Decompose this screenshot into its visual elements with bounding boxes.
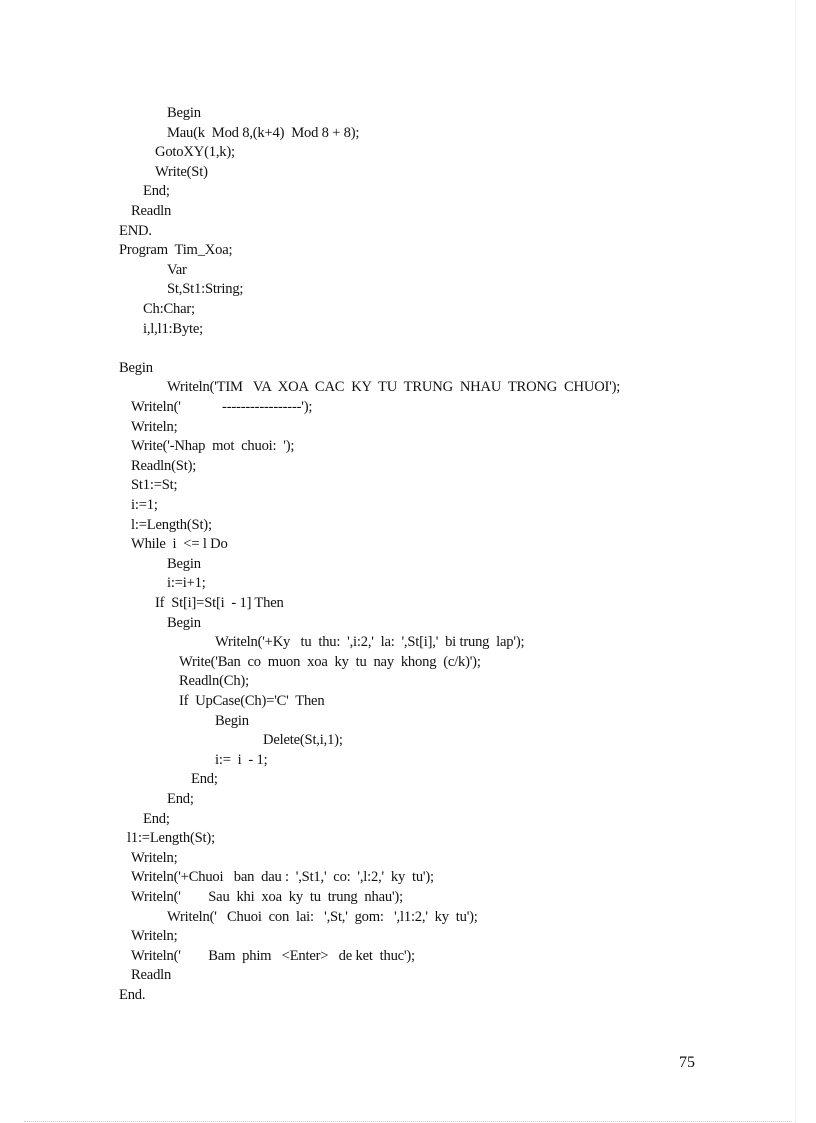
code-line: Writeln(' Sau khi xoa ky tu trung nhau');: [131, 889, 403, 905]
code-line: Begin: [167, 614, 201, 631]
code-line: If St[i]=St[i - 1] Then: [155, 595, 284, 611]
code-line: i:=i+1;: [167, 575, 206, 592]
code-line: Mau(k Mod 8,(k+4) Mod 8 + 8);: [167, 124, 360, 141]
page-edge-rule: [795, 0, 796, 1123]
code-line: Begin: [167, 105, 201, 121]
code-line: Writeln(' Chuoi con lai: ',St,' gom: ',l1:2,' ky tu');: [167, 908, 478, 925]
code-line: While i <= l Do: [131, 536, 228, 553]
code-line: Program Tim_Xoa;: [119, 242, 233, 259]
code-line: i:=1;: [131, 497, 158, 513]
code-line: End.: [119, 987, 146, 1003]
code-line: Readln: [131, 967, 172, 984]
page-bottom-rule: [24, 1121, 792, 1122]
code-line: End;: [143, 810, 170, 827]
code-line: End;: [167, 791, 194, 807]
code-line: Writeln('+Ky tu thu: ',i:2,' la: ',St[i],' bi trung lap');: [215, 634, 525, 651]
code-line: l:=Length(St);: [131, 516, 212, 533]
page-number: 75: [679, 1054, 695, 1071]
code-line: If UpCase(Ch)='C' Then: [179, 693, 325, 709]
code-line: Writeln('+Chuoi ban dau : ',St1,' co: ',l:2,' ky tu');: [131, 869, 434, 886]
code-line: Writeln;: [131, 418, 178, 435]
code-line: Delete(St,i,1);: [263, 732, 343, 749]
code-line: i,l,l1:Byte;: [143, 320, 204, 337]
code-line: GotoXY(1,k);: [155, 144, 235, 161]
code-line: Write('Ban co muon xoa ky tu nay khong (c/k)');: [179, 653, 481, 670]
code-line: l1:=Length(St);: [127, 830, 215, 847]
code-line: Write(St): [155, 163, 208, 180]
code-line: END.: [119, 222, 152, 239]
code-line: Begin: [215, 712, 249, 729]
code-line: Writeln;: [131, 928, 178, 945]
code-line: Readln(Ch);: [179, 673, 249, 690]
code-line: End;: [191, 771, 218, 788]
code-line: End;: [143, 183, 170, 200]
code-line: Write('-Nhap mot chuoi: ');: [131, 438, 295, 455]
code-line: St,St1:String;: [167, 281, 244, 298]
code-line: Readln: [131, 203, 172, 219]
code-line: Readln(St);: [131, 457, 197, 474]
code-line: i:= i - 1;: [215, 751, 268, 768]
code-line: Writeln(' Bam phim <Enter> de ket thuc');: [131, 947, 415, 964]
code-line: Writeln('TIM VA XOA CAC KY TU TRUNG NHAU TRONG CHUOI');: [167, 379, 621, 396]
code-line: Var: [167, 261, 187, 278]
code-line: Begin: [167, 555, 201, 572]
code-line: Writeln;: [131, 849, 178, 866]
code-line: St1:=St;: [131, 477, 178, 494]
code-line: Begin: [119, 359, 153, 376]
code-line: Ch:Char;: [143, 301, 195, 317]
code-line: Writeln(' -----------------');: [131, 399, 313, 415]
